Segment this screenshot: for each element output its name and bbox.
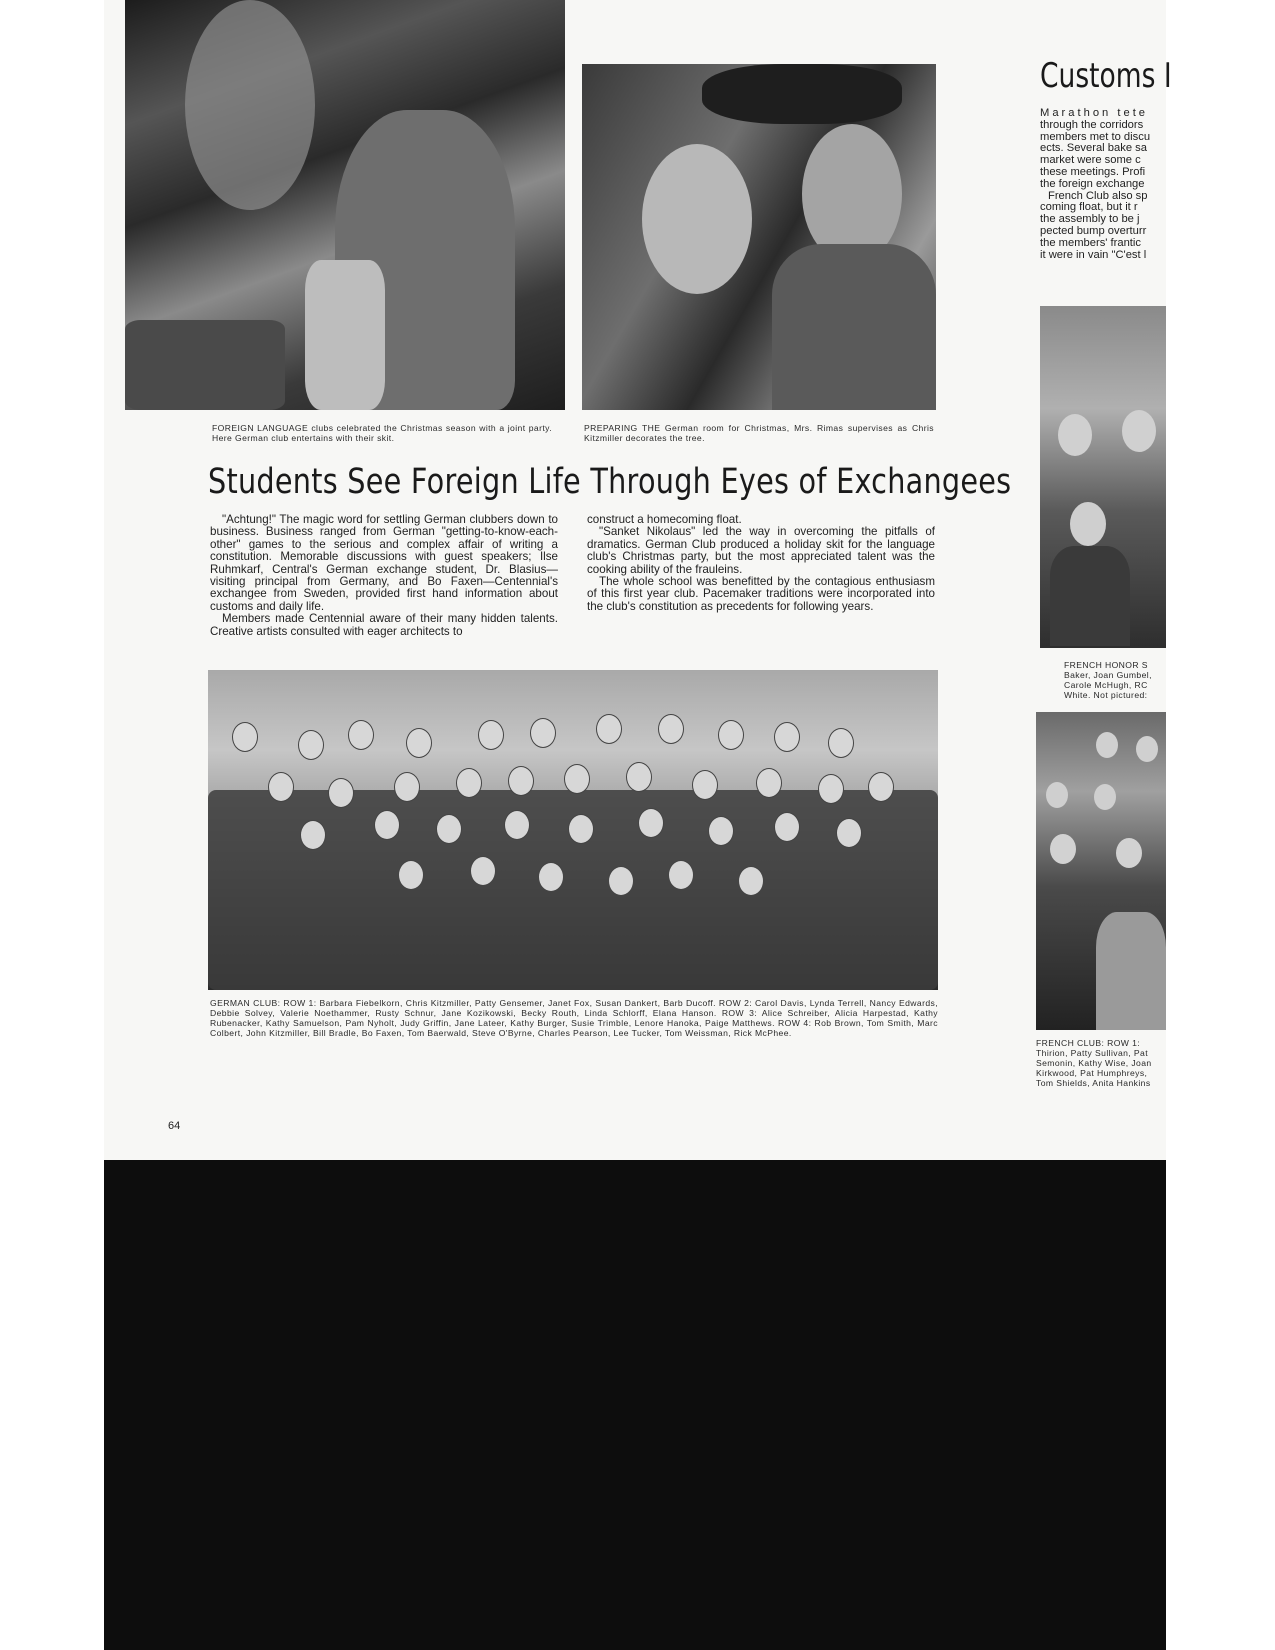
group-member (756, 768, 782, 798)
article-headline: Students See Foreign Life Through Eyes of Exchangees (208, 462, 1012, 502)
group-member (626, 762, 652, 792)
right-page-line: market were some c (1040, 154, 1141, 167)
group-member (538, 862, 564, 892)
caption-line: FRENCH HONOR S (1064, 660, 1148, 670)
group-member (232, 722, 258, 752)
group-member (470, 856, 496, 886)
photo-french-honor-society (1040, 306, 1166, 648)
group-member (300, 820, 326, 850)
group-member (818, 774, 844, 804)
group-member (478, 720, 504, 750)
right-page-line: these meetings. Profi (1040, 165, 1146, 178)
group-member (268, 772, 294, 802)
group-member (406, 728, 432, 758)
group-member (374, 810, 400, 840)
group-member (668, 860, 694, 890)
group-member (508, 766, 534, 796)
group-member (738, 866, 764, 896)
right-page-line: it were in vain "C'est l (1040, 248, 1147, 261)
photo-french-club (1036, 712, 1166, 1030)
page-number: 64 (168, 1120, 181, 1132)
caption-german-room-christmas: PREPARING THE German room for Christmas, Mrs. Rimas supervises as Chris Kitzmiller decorates the tree. (584, 423, 934, 443)
right-page-line: pected bump overturr (1040, 224, 1147, 237)
article-column-1 (210, 514, 558, 638)
group-member (718, 720, 744, 750)
group-member (774, 722, 800, 752)
photo-german-club-group (208, 670, 938, 990)
caption-line: Tom Shields, Anita Hankins (1036, 1078, 1151, 1088)
photo-german-club-skit (125, 0, 565, 410)
group-member (868, 772, 894, 802)
group-member (504, 810, 530, 840)
group-member (658, 714, 684, 744)
group-member (774, 812, 800, 842)
group-member (348, 720, 374, 750)
right-page-line: through the corridors (1040, 118, 1144, 131)
caption-french-club (1036, 1038, 1164, 1088)
caption-line: Carole McHugh, RC (1064, 680, 1148, 690)
caption-french-honor-society (1064, 660, 1164, 700)
group-member (708, 816, 734, 846)
group-member (328, 778, 354, 808)
caption-german-club-skit: FOREIGN LANGUAGE clubs celebrated the Christmas season with a joint party. Here German club entertains with their skit. (212, 423, 552, 443)
caption-line: Thirion, Patty Sullivan, Pat (1036, 1048, 1148, 1058)
group-member (836, 818, 862, 848)
group-member (608, 866, 634, 896)
group-member (596, 714, 622, 744)
article-paragraph: "Sanket Nikolaus" led the way in overcoming the pitfalls of dramatics. German Club produced a holiday skit for the language club's Christmas party, but the most appreciated talent was the cooking ability of the frauleins. (587, 525, 935, 576)
group-member (456, 768, 482, 798)
right-page-line: the members' frantic (1040, 236, 1141, 249)
group-member (436, 814, 462, 844)
group-member (394, 772, 420, 802)
caption-line: Semonin, Kathy Wise, Joan (1036, 1058, 1152, 1068)
photo-german-room-christmas (582, 64, 936, 410)
right-page-line: coming float, but it r (1040, 201, 1138, 214)
group-member (530, 718, 556, 748)
article-paragraph: construct a homecoming float. (587, 513, 742, 526)
group-member (398, 860, 424, 890)
group-member (638, 808, 664, 838)
article-paragraph: Members made Centennial aware of their many hidden talents. Creative artists consulted with eager architects to (210, 612, 558, 638)
scan-background (104, 1160, 1166, 1650)
right-page-text (1040, 108, 1164, 261)
group-member (298, 730, 324, 760)
caption-line: White. Not pictured: (1064, 690, 1148, 700)
right-page-line: the assembly to be j (1040, 213, 1140, 226)
group-member (692, 770, 718, 800)
right-page-line: ects. Several bake sa (1040, 142, 1147, 155)
right-page-title: Customs I (1040, 56, 1172, 96)
article-paragraph: The whole school was benefitted by the contagious enthusiasm of this first year club. Pacemaker traditions were incorporated into the club's constitution as precedents for following years. (587, 575, 935, 613)
group-member (828, 728, 854, 758)
group-member (564, 764, 590, 794)
article-paragraph: "Achtung!" The magic word for settling German clubbers down to business. Business ranged from German "getting-to-know-each-other" games to the serious and complex affair of writing a constitution. Memorable discussions with guest speakers; Ilse Ruhmkarf, Central's German exchange student, Dr. Blasius—visiting principal from Germany, and Bo Faxen—Centennial's exchangee from Sweden, provided first hand information about customs and daily life. (210, 513, 558, 613)
right-page-line: Marathon tete (1040, 108, 1149, 119)
caption-german-club-roster: GERMAN CLUB: ROW 1: Barbara Fiebelkorn, Chris Kitzmiller, Patty Gensemer, Janet Fox, Susan Dankert, Barb Ducoff. ROW 2: Carol Davis, Lynda Terrell, Nancy Edwards, Debbie Solvey, Valerie Noethammer, Rusty Schnur, Jane Kozikowski, Becky Routh, Linda Schlorff, Elana Hanson. ROW 3: Alice Schreiber, Alicia Harpestad, Kathy Rubenacker, Kathy Samuelson, Pam Nyholt, Judy Griffin, Jane Lateer, Kathy Burger, Susie Trimble, Lenore Hanoka, Paige Matthews. ROW 4: Rob Brown, Tom Smith, Marc Colbert, John Kitzmiller, Bill Bradle, Bo Faxen, Tom Baerwald, Steve O'Byrne, Charles Pearson, Lee Tucker, Tom Weissman, Rick McPhee. (210, 998, 938, 1038)
caption-line: FRENCH CLUB: ROW 1: (1036, 1038, 1141, 1048)
group-member (568, 814, 594, 844)
right-page-line: French Club also sp (1048, 189, 1148, 202)
right-page-line: the foreign exchange (1040, 177, 1145, 190)
article-column-2 (587, 514, 935, 613)
caption-line: Baker, Joan Gumbel, (1064, 670, 1152, 680)
caption-line: Kirkwood, Pat Humphreys, (1036, 1068, 1148, 1078)
right-page-line: members met to discu (1040, 130, 1151, 143)
